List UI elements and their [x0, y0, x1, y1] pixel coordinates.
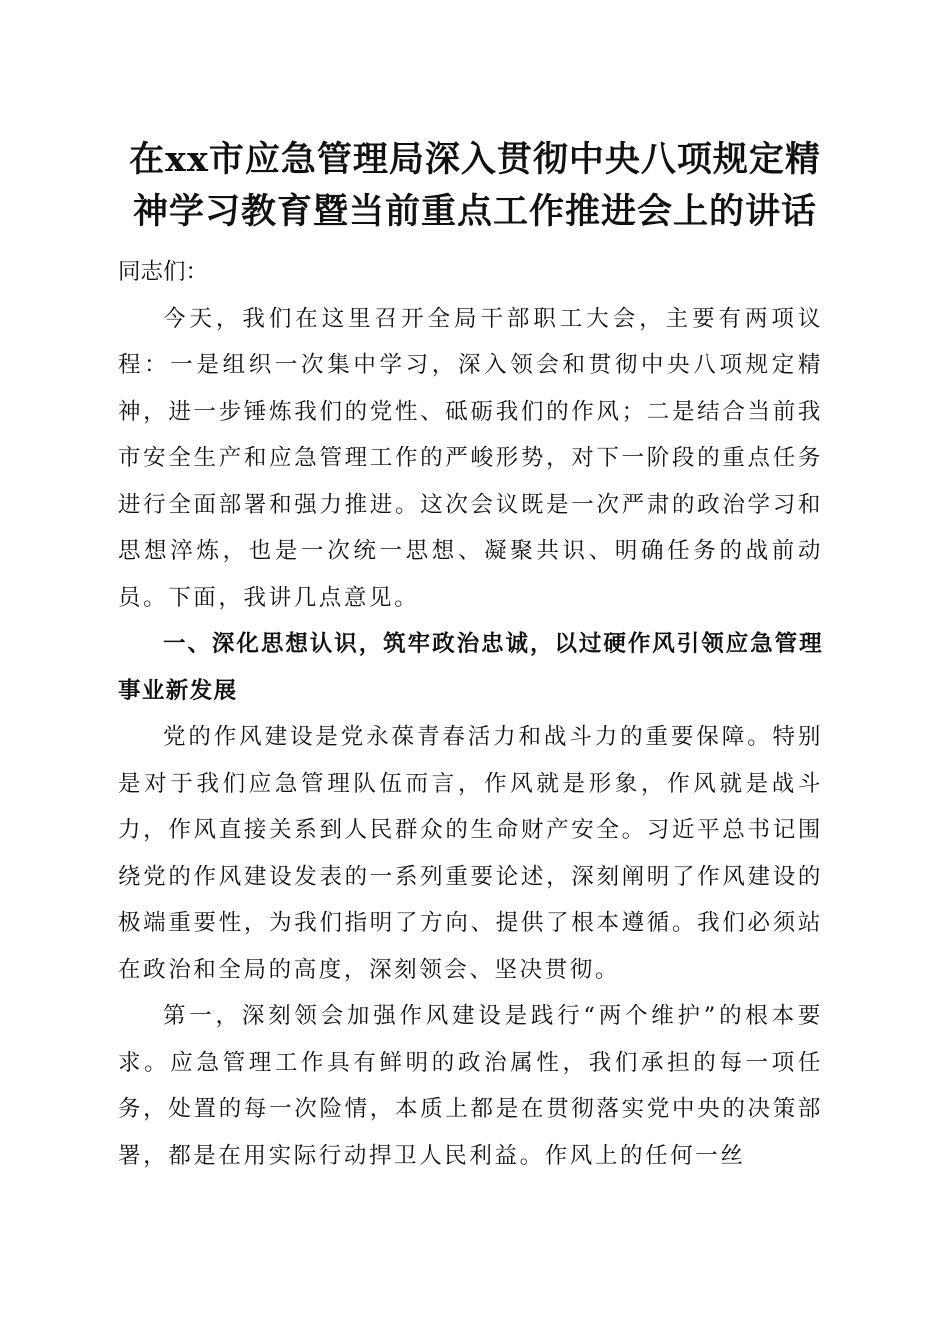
title-line-2: 神学习教育暨当前重点工作推进会上的讲话: [132, 191, 817, 232]
document-body: [118, 249, 823, 1179]
paragraph-style-importance: 党的作风建设是党永葆青春活力和战斗力的重要保障。特别是对于我们应急管理队伍而言，作风就是形象，作风就是战斗力，作风直接关系到人民群众的生命财产安全。习近平总书记围绕党的作风建设发表的一系列重要论述，深刻阐明了作风建设的极端重要性，为我们指明了方向、提供了根本遵循。我们必须站在政治和全局的高度，深刻领会、坚决贯彻。: [118, 724, 823, 983]
salutation: 同志们：: [118, 259, 209, 285]
document-title: [120, 134, 830, 238]
section-heading-1: 一、深化思想认识，筑牢政治忠诚，以过硬作风引领应急管理事业新发展: [118, 631, 823, 704]
paragraph-point-first: 第一，深刻领会加强作风建设是践行“两个维护”的根本要求。应急管理工作具有鲜明的政治属性，我们承担的每一项任务，处置的每一次险情，本质上都是在贯彻落实党中央的决策部署，都是在用实际行动捍卫人民利益。作风上的任何一丝: [118, 1003, 823, 1169]
title-line-1: 在xx市应急管理局深入贯彻中央八项规定精: [129, 139, 821, 180]
paragraph-opening: 今天，我们在这里召开全局干部职工大会，主要有两项议程：一是组织一次集中学习，深入领会和贯彻中央八项规定精神，进一步锤炼我们的党性、砥砺我们的作风；二是结合当前我市安全生产和应急管理工作的严峻形势，对下一阶段的重点任务进行全面部署和强力推进。这次会议既是一次严肃的政治学习和思想淬炼，也是一次统一思想、凝聚共识、明确任务的战前动员。下面，我讲几点意见。: [118, 305, 823, 611]
